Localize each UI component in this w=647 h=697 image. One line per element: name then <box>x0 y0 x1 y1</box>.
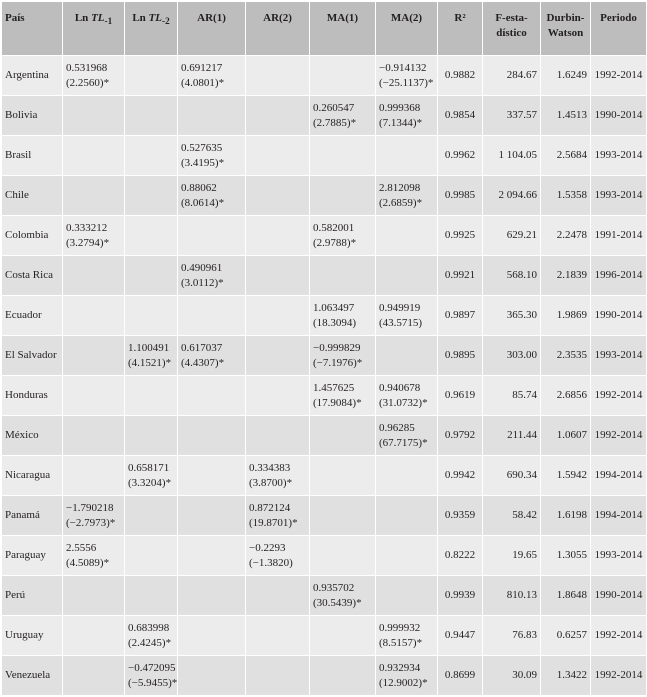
header-fstat-line2: dístico <box>496 27 527 39</box>
period-cell: 1992-2014 <box>591 416 647 456</box>
f-stat-cell: 337.57 <box>483 96 541 136</box>
ar2-t-statistic: (3.8700)* <box>249 476 293 489</box>
ln1-t-statistic: (−2.7973)* <box>66 516 116 529</box>
ma2-coefficient: −0.914132 <box>379 61 427 74</box>
ar1-cell <box>178 216 246 256</box>
country-cell: Uruguay <box>2 616 63 656</box>
ln2-cell <box>125 576 178 616</box>
ln2-cell <box>125 416 178 456</box>
ar2-coefficient: 0.334383 <box>249 461 291 474</box>
ma2-t-statistic: (43.5715) <box>379 316 423 329</box>
ln1-t-statistic: (4.5089)* <box>66 556 110 569</box>
ar1-cell <box>178 456 246 496</box>
ar1-cell <box>178 496 246 536</box>
ln2-t-statistic: (−5.9455)* <box>128 676 178 689</box>
ln1-cell <box>63 536 125 576</box>
ma2-t-statistic: (2.6859)* <box>379 196 423 209</box>
ln1-cell <box>63 656 125 696</box>
ma2-cell <box>376 296 438 336</box>
ar2-cell <box>246 576 310 616</box>
period-cell: 1992-2014 <box>591 56 647 96</box>
f-stat-cell: 2 094.66 <box>483 176 541 216</box>
ar1-coefficient: 0.88062 <box>181 181 217 194</box>
table-row <box>2 256 647 296</box>
ln1-t-statistic: (3.2794)* <box>66 236 110 249</box>
ma2-coefficient: 0.940678 <box>379 381 421 394</box>
ma1-coefficient: 1.063497 <box>313 301 355 314</box>
ma1-cell <box>310 216 376 256</box>
ma1-t-statistic: (−7.1976)* <box>313 356 363 369</box>
ma1-cell <box>310 176 376 216</box>
ar2-cell <box>246 656 310 696</box>
ln2-cell <box>125 656 178 696</box>
ma2-cell <box>376 416 438 456</box>
ma1-t-statistic: (2.7885)* <box>313 116 357 129</box>
table-row <box>2 496 647 536</box>
ma2-coefficient: 0.999368 <box>379 101 421 114</box>
ma2-cell <box>376 536 438 576</box>
ma1-coefficient: 0.935702 <box>313 581 355 594</box>
ma2-coefficient: 0.949919 <box>379 301 421 314</box>
ln2-cell <box>125 536 178 576</box>
ma2-cell <box>376 456 438 496</box>
ma2-coefficient: 2.812098 <box>379 181 421 194</box>
ln2-cell <box>125 256 178 296</box>
r2-cell: 0.9882 <box>438 56 483 96</box>
ln1-cell <box>63 616 125 656</box>
durbin-watson-cell: 1.4513 <box>541 96 591 136</box>
country-cell: Costa Rica <box>2 256 63 296</box>
r2-cell: 0.9359 <box>438 496 483 536</box>
r2-cell: 0.8222 <box>438 536 483 576</box>
header-r2: R² <box>438 2 483 56</box>
ma1-cell <box>310 496 376 536</box>
ma1-cell <box>310 416 376 456</box>
ma2-t-statistic: (8.5157)* <box>379 636 423 649</box>
ar1-cell <box>178 616 246 656</box>
ln1-coefficient: 0.531968 <box>66 61 108 74</box>
ln2-cell <box>125 496 178 536</box>
ma1-t-statistic: (2.9788)* <box>313 236 357 249</box>
ma2-cell <box>376 56 438 96</box>
ma2-t-statistic: (−25.1137)* <box>379 76 434 89</box>
country-cell: Honduras <box>2 376 63 416</box>
ar2-cell <box>246 256 310 296</box>
r2-cell: 0.9942 <box>438 456 483 496</box>
f-stat-cell: 810.13 <box>483 576 541 616</box>
f-stat-cell: 1 104.05 <box>483 136 541 176</box>
ar1-coefficient: 0.527635 <box>181 141 223 154</box>
ma1-cell <box>310 376 376 416</box>
f-stat-cell: 690.34 <box>483 456 541 496</box>
ma1-t-statistic: (30.5439)* <box>313 596 362 609</box>
r2-cell: 0.9792 <box>438 416 483 456</box>
header-ln-tl2-sub: -2 <box>162 16 170 27</box>
ln1-cell <box>63 496 125 536</box>
ln2-cell <box>125 616 178 656</box>
r2-cell: 0.9962 <box>438 136 483 176</box>
ar1-t-statistic: (8.0614)* <box>181 196 225 209</box>
ma1-cell <box>310 656 376 696</box>
ar1-cell <box>178 296 246 336</box>
ma1-cell <box>310 296 376 336</box>
durbin-watson-cell: 1.3055 <box>541 536 591 576</box>
ar1-cell <box>178 376 246 416</box>
ma2-cell <box>376 216 438 256</box>
ma1-cell <box>310 616 376 656</box>
ar1-cell <box>178 136 246 176</box>
ln2-t-statistic: (2.4245)* <box>128 636 172 649</box>
ma2-t-statistic: (12.9002)* <box>379 676 428 689</box>
ln1-cell <box>63 136 125 176</box>
r2-cell: 0.9854 <box>438 96 483 136</box>
ar2-cell <box>246 616 310 656</box>
country-cell: Venezuela <box>2 656 63 696</box>
header-pais: País <box>2 2 63 56</box>
header-periodo: Periodo <box>591 2 647 56</box>
ma1-cell <box>310 536 376 576</box>
ar2-cell <box>246 96 310 136</box>
ln2-coefficient: 1.100491 <box>128 341 170 354</box>
table-row <box>2 96 647 136</box>
header-ar1: AR(1) <box>178 2 246 56</box>
table-row <box>2 136 647 176</box>
ln1-cell <box>63 56 125 96</box>
f-stat-cell: 303.00 <box>483 336 541 376</box>
ma1-t-statistic: (17.9084)* <box>313 396 362 409</box>
ma2-cell <box>376 96 438 136</box>
ar2-t-statistic: (−1.3820) <box>249 556 293 569</box>
ar1-t-statistic: (3.0112)* <box>181 276 224 289</box>
period-cell: 1992-2014 <box>591 376 647 416</box>
country-cell: Perú <box>2 576 63 616</box>
durbin-watson-cell: 1.8648 <box>541 576 591 616</box>
ln2-t-statistic: (3.3204)* <box>128 476 172 489</box>
table-row <box>2 376 647 416</box>
ar2-cell <box>246 176 310 216</box>
ma1-cell <box>310 96 376 136</box>
ln1-coefficient: 2.5556 <box>66 541 97 554</box>
ma1-coefficient: −0.999829 <box>313 341 361 354</box>
ln1-cell <box>63 416 125 456</box>
ar1-t-statistic: (3.4195)* <box>181 156 225 169</box>
period-cell: 1994-2014 <box>591 496 647 536</box>
table-row <box>2 216 647 256</box>
ln2-coefficient: 0.683998 <box>128 621 170 634</box>
ar1-cell <box>178 96 246 136</box>
ma2-coefficient: 0.932934 <box>379 661 421 674</box>
ma1-coefficient: 0.260547 <box>313 101 355 114</box>
ar1-cell <box>178 416 246 456</box>
f-stat-cell: 58.42 <box>483 496 541 536</box>
ma1-t-statistic: (18.3094) <box>313 316 357 329</box>
ma2-cell <box>376 176 438 216</box>
ln2-cell <box>125 336 178 376</box>
header-dw <box>541 2 591 56</box>
ln2-cell <box>125 376 178 416</box>
country-cell: Colombia <box>2 216 63 256</box>
regression-table <box>1 1 647 696</box>
durbin-watson-cell: 1.0607 <box>541 416 591 456</box>
header-ln-tl1-sub: -1 <box>104 16 113 27</box>
ma2-coefficient: 0.96285 <box>379 421 415 434</box>
r2-cell: 0.9447 <box>438 616 483 656</box>
ln2-cell <box>125 96 178 136</box>
ln1-coefficient: 0.333212 <box>66 221 108 234</box>
ln1-coefficient: −1.790218 <box>66 501 114 514</box>
ar1-coefficient: 0.490961 <box>181 261 223 274</box>
durbin-watson-cell: 1.6198 <box>541 496 591 536</box>
r2-cell: 0.9897 <box>438 296 483 336</box>
durbin-watson-cell: 2.2478 <box>541 216 591 256</box>
ar1-coefficient: 0.691217 <box>181 61 223 74</box>
ln1-cell <box>63 216 125 256</box>
header-dw-line2: Watson <box>547 27 584 39</box>
durbin-watson-cell: 1.5942 <box>541 456 591 496</box>
ar2-cell <box>246 56 310 96</box>
ar2-cell <box>246 136 310 176</box>
period-cell: 1990-2014 <box>591 296 647 336</box>
table-body <box>2 56 647 696</box>
header-dw-line1: Durbin- <box>546 12 585 24</box>
ln2-coefficient: −0.472095 <box>128 661 176 674</box>
r2-cell: 0.9619 <box>438 376 483 416</box>
ln1-t-statistic: (2.2560)* <box>66 76 110 89</box>
ln1-cell <box>63 336 125 376</box>
ar2-coefficient: 0.872124 <box>249 501 291 514</box>
period-cell: 1991-2014 <box>591 216 647 256</box>
durbin-watson-cell: 0.6257 <box>541 616 591 656</box>
ar2-cell <box>246 416 310 456</box>
ar1-cell <box>178 536 246 576</box>
header-ar2: AR(2) <box>246 2 310 56</box>
ma1-coefficient: 1.457625 <box>313 381 355 394</box>
header-row <box>2 2 647 56</box>
ar1-t-statistic: (4.4307)* <box>181 356 225 369</box>
ar1-coefficient: 0.617037 <box>181 341 223 354</box>
ma2-cell <box>376 576 438 616</box>
ma1-cell <box>310 336 376 376</box>
ar1-cell <box>178 256 246 296</box>
header-fstat-line1: F-esta- <box>495 12 528 24</box>
ar1-t-statistic: (4.0801)* <box>181 76 225 89</box>
country-cell: Nicaragua <box>2 456 63 496</box>
period-cell: 1990-2014 <box>591 576 647 616</box>
ln1-cell <box>63 376 125 416</box>
country-cell: Argentina <box>2 56 63 96</box>
durbin-watson-cell: 2.3535 <box>541 336 591 376</box>
ar2-coefficient: −0.2293 <box>249 541 286 554</box>
header-ln-tl1-var: TL <box>91 12 105 24</box>
ar2-cell <box>246 456 310 496</box>
ar2-cell <box>246 216 310 256</box>
country-cell: Chile <box>2 176 63 216</box>
header-ln-tl2-prefix: Ln <box>132 12 149 24</box>
table-row <box>2 296 647 336</box>
ma2-t-statistic: (31.0732)* <box>379 396 428 409</box>
header-ma2: MA(2) <box>376 2 438 56</box>
period-cell: 1993-2014 <box>591 136 647 176</box>
f-stat-cell: 629.21 <box>483 216 541 256</box>
country-cell: Panamá <box>2 496 63 536</box>
ma1-cell <box>310 576 376 616</box>
table-row <box>2 336 647 376</box>
r2-cell: 0.9921 <box>438 256 483 296</box>
ma2-cell <box>376 136 438 176</box>
period-cell: 1992-2014 <box>591 616 647 656</box>
ma1-cell <box>310 56 376 96</box>
ma2-coefficient: 0.999932 <box>379 621 421 634</box>
ma2-cell <box>376 496 438 536</box>
ln2-cell <box>125 456 178 496</box>
period-cell: 1992-2014 <box>591 656 647 696</box>
ar1-cell <box>178 576 246 616</box>
ma1-cell <box>310 456 376 496</box>
header-fstat <box>483 2 541 56</box>
ln2-cell <box>125 136 178 176</box>
ar1-cell <box>178 176 246 216</box>
durbin-watson-cell: 1.5358 <box>541 176 591 216</box>
f-stat-cell: 19.65 <box>483 536 541 576</box>
ar2-cell <box>246 336 310 376</box>
r2-cell: 0.9939 <box>438 576 483 616</box>
ma1-cell <box>310 256 376 296</box>
ln2-cell <box>125 296 178 336</box>
ar1-cell <box>178 336 246 376</box>
country-cell: Paraguay <box>2 536 63 576</box>
ln2-cell <box>125 216 178 256</box>
ma2-cell <box>376 376 438 416</box>
period-cell: 1994-2014 <box>591 456 647 496</box>
durbin-watson-cell: 1.3422 <box>541 656 591 696</box>
ar1-cell <box>178 656 246 696</box>
period-cell: 1993-2014 <box>591 336 647 376</box>
ln1-cell <box>63 176 125 216</box>
ar2-cell <box>246 496 310 536</box>
header-ln-tl1-prefix: Ln <box>74 12 92 24</box>
ma2-cell <box>376 656 438 696</box>
r2-cell: 0.9895 <box>438 336 483 376</box>
durbin-watson-cell: 1.6249 <box>541 56 591 96</box>
table-row <box>2 576 647 616</box>
table-row <box>2 416 647 456</box>
ma2-cell <box>376 336 438 376</box>
ar1-cell <box>178 56 246 96</box>
country-cell: Bolivia <box>2 96 63 136</box>
ln1-cell <box>63 456 125 496</box>
header-ma1: MA(1) <box>310 2 376 56</box>
country-cell: El Salvador <box>2 336 63 376</box>
period-cell: 1993-2014 <box>591 536 647 576</box>
ma1-coefficient: 0.582001 <box>313 221 355 234</box>
header-ln-tl2 <box>125 2 178 56</box>
country-cell: Ecuador <box>2 296 63 336</box>
ln1-cell <box>63 256 125 296</box>
ln1-cell <box>63 96 125 136</box>
header-ln-tl1 <box>63 2 125 56</box>
ln1-cell <box>63 296 125 336</box>
country-cell: México <box>2 416 63 456</box>
f-stat-cell: 211.44 <box>483 416 541 456</box>
table-row <box>2 656 647 696</box>
f-stat-cell: 365.30 <box>483 296 541 336</box>
ln1-cell <box>63 576 125 616</box>
f-stat-cell: 85.74 <box>483 376 541 416</box>
ma2-t-statistic: (67.7175)* <box>379 436 428 449</box>
r2-cell: 0.9925 <box>438 216 483 256</box>
durbin-watson-cell: 1.9869 <box>541 296 591 336</box>
f-stat-cell: 76.83 <box>483 616 541 656</box>
table-row <box>2 56 647 96</box>
f-stat-cell: 284.67 <box>483 56 541 96</box>
f-stat-cell: 568.10 <box>483 256 541 296</box>
ar2-cell <box>246 296 310 336</box>
r2-cell: 0.8699 <box>438 656 483 696</box>
ma1-cell <box>310 136 376 176</box>
ln2-coefficient: 0.658171 <box>128 461 170 474</box>
ln2-cell <box>125 56 178 96</box>
table-row <box>2 536 647 576</box>
header-ln-tl2-var: TL <box>148 12 163 24</box>
ar2-cell <box>246 536 310 576</box>
period-cell: 1996-2014 <box>591 256 647 296</box>
ar2-t-statistic: (19.8701)* <box>249 516 298 529</box>
ln2-cell <box>125 176 178 216</box>
ln2-t-statistic: (4.1521)* <box>128 356 172 369</box>
country-cell: Brasil <box>2 136 63 176</box>
f-stat-cell: 30.09 <box>483 656 541 696</box>
table-row <box>2 176 647 216</box>
ma2-t-statistic: (7.1344)* <box>379 116 423 129</box>
durbin-watson-cell: 2.6856 <box>541 376 591 416</box>
ma2-cell <box>376 616 438 656</box>
r2-cell: 0.9985 <box>438 176 483 216</box>
period-cell: 1990-2014 <box>591 96 647 136</box>
ar2-cell <box>246 376 310 416</box>
period-cell: 1993-2014 <box>591 176 647 216</box>
durbin-watson-cell: 2.1839 <box>541 256 591 296</box>
table-row <box>2 616 647 656</box>
durbin-watson-cell: 2.5684 <box>541 136 591 176</box>
table-row <box>2 456 647 496</box>
ma2-cell <box>376 256 438 296</box>
